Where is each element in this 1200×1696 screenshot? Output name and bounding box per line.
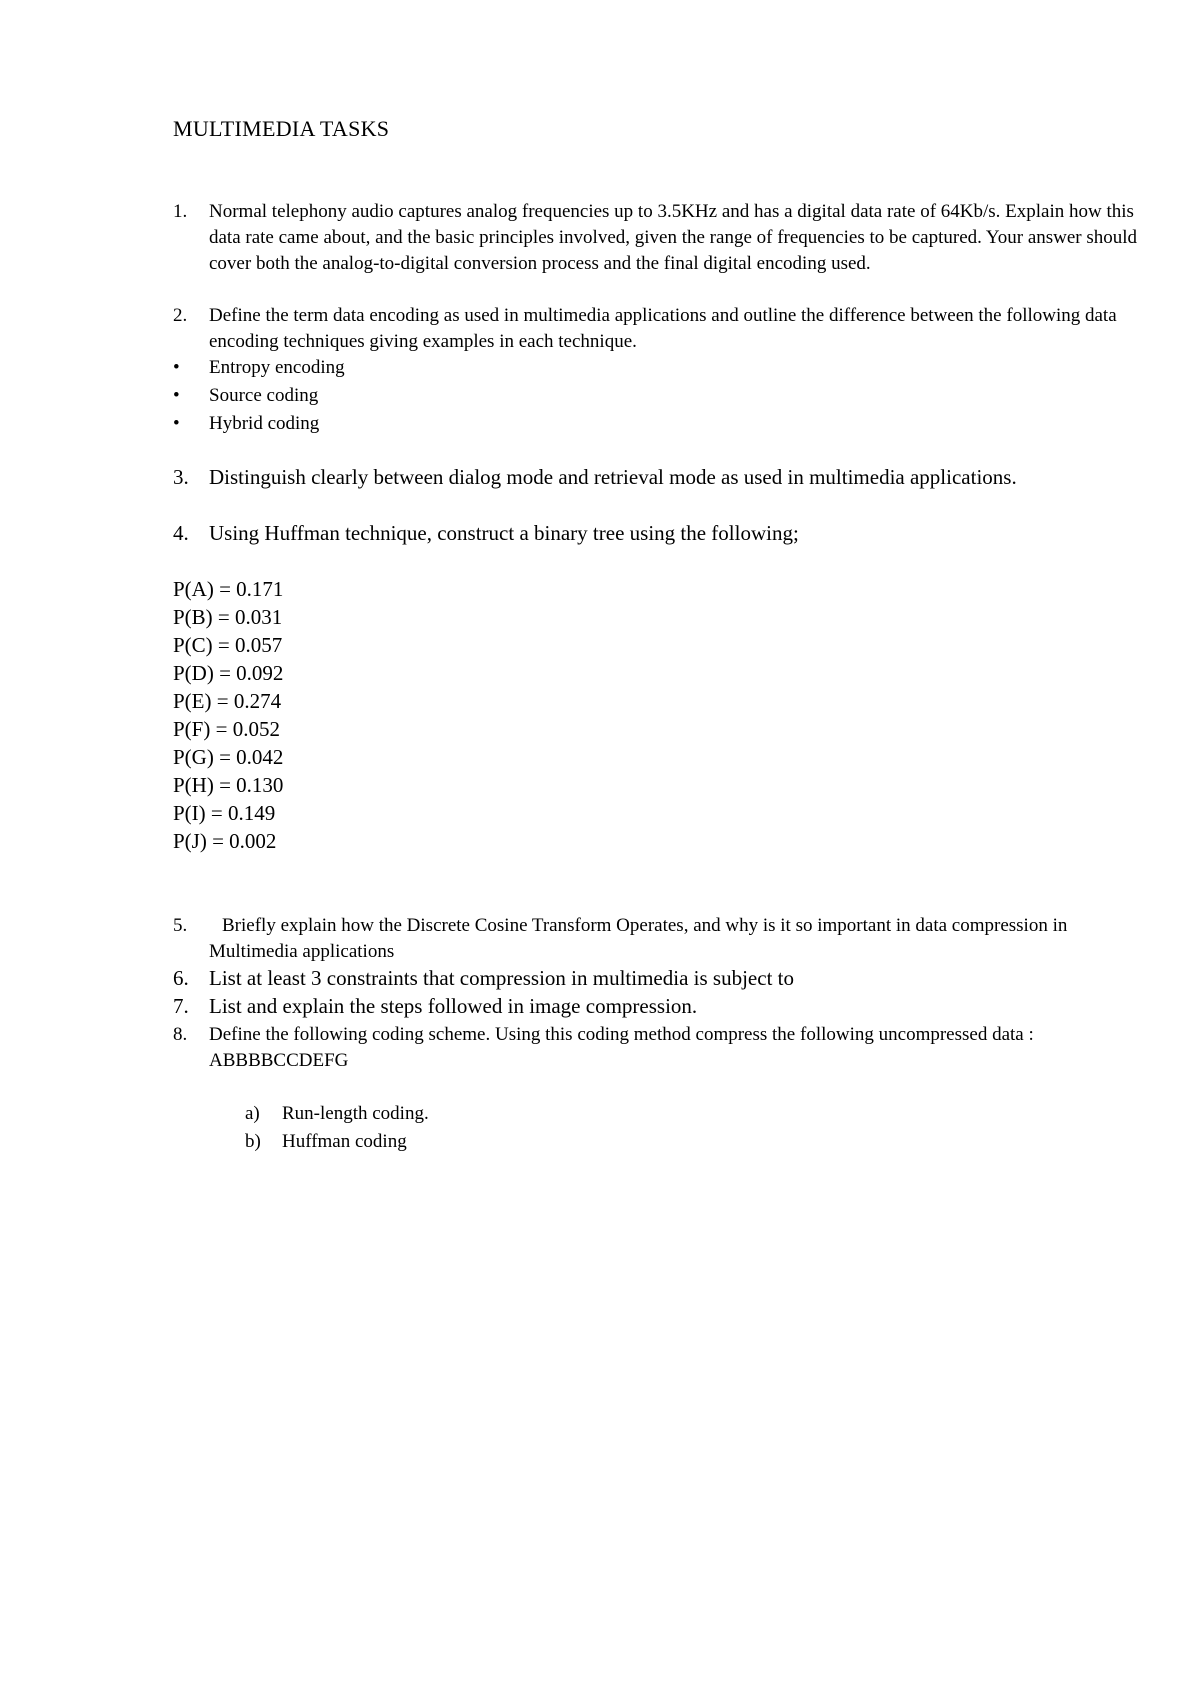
- bullet-text: Source coding: [209, 385, 319, 406]
- question-text: Using Huffman technique, construct a binary tree using the following;: [209, 521, 799, 545]
- sub-item-label: a): [245, 1103, 260, 1124]
- probability-item: P(D) = 0.092: [173, 661, 284, 685]
- question-text: Briefly explain how the Discrete Cosine Transform Operates, and why is it so important in data compression in Multimedia applications: [209, 915, 1068, 962]
- probability-item: P(E) = 0.274: [173, 689, 282, 713]
- probability-item: P(G) = 0.042: [173, 745, 284, 769]
- question-text: Define the term data encoding as used in multimedia applications and outline the difference between the following data encoding techniques giving examples in each technique.: [209, 305, 1117, 352]
- question-text: Normal telephony audio captures analog frequencies up to 3.5KHz and has a digital data rate of 64Kb/s. Explain how this data rate came about, and the basic principles involved, given the range of frequencies to be captured. Your answer should cover both the analog-to-digital conversion process and the final digital encoding used.: [209, 201, 1138, 274]
- question-text: List and explain the steps followed in image compression.: [209, 994, 698, 1018]
- probability-item: P(B) = 0.031: [173, 605, 283, 629]
- probability-item: P(J) = 0.002: [173, 829, 277, 853]
- bullet-text: Hybrid coding: [209, 413, 320, 434]
- bullet-icon: •: [173, 413, 180, 434]
- question-number: 4.: [173, 521, 189, 545]
- question-number: 7.: [173, 994, 189, 1018]
- question-number: 2.: [173, 305, 188, 326]
- probability-item: P(C) = 0.057: [173, 633, 283, 657]
- sub-item-label: b): [245, 1131, 261, 1152]
- probability-item: P(F) = 0.052: [173, 717, 280, 741]
- question-text: Distinguish clearly between dialog mode and retrieval mode as used in multimedia applications.: [209, 465, 1017, 489]
- question-text: List at least 3 constraints that compression in multimedia is subject to: [209, 966, 794, 990]
- question-number: 5.: [173, 915, 188, 936]
- probability-item: P(I) = 0.149: [173, 801, 276, 825]
- question-number: 1.: [173, 201, 188, 222]
- page-title: MULTIMEDIA TASKS: [173, 116, 390, 141]
- probability-item: P(H) = 0.130: [173, 773, 284, 797]
- bullet-icon: •: [173, 357, 180, 378]
- question-number: 3.: [173, 465, 189, 489]
- bullet-icon: •: [173, 385, 180, 406]
- question-number: 8.: [173, 1024, 188, 1045]
- question-number: 6.: [173, 966, 189, 990]
- sub-item-text: Huffman coding: [282, 1131, 407, 1152]
- bullet-text: Entropy encoding: [209, 357, 345, 378]
- sub-item-text: Run-length coding.: [282, 1103, 429, 1124]
- probability-item: P(A) = 0.171: [173, 577, 284, 601]
- question-text: Define the following coding scheme. Using this coding method compress the following uncompressed data : ABBBBCCDEFG: [209, 1024, 1034, 1071]
